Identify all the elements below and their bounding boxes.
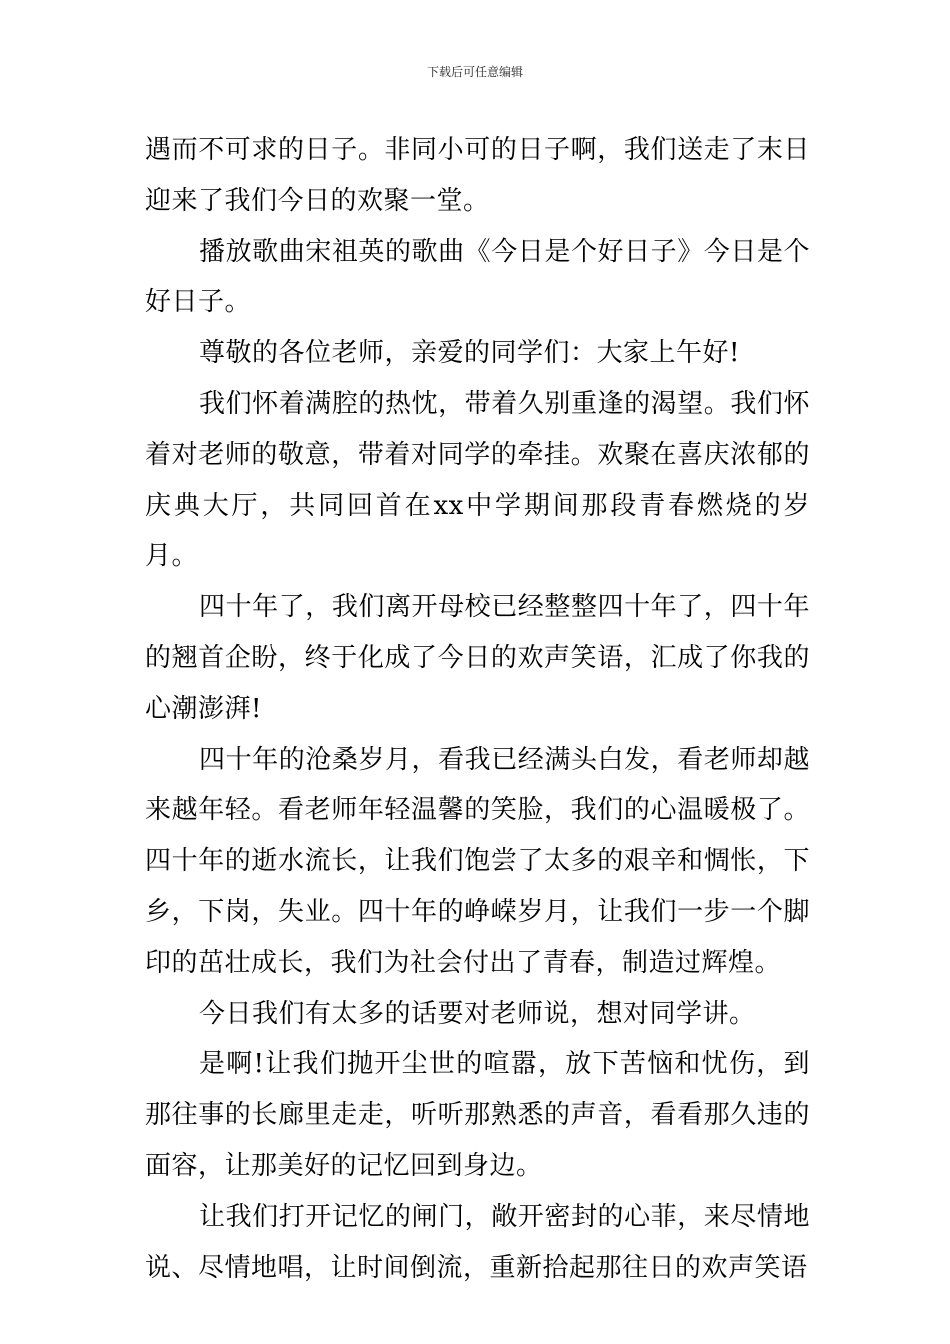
paragraph: 是啊!让我们抛开尘世的喧嚣，放下苦恼和忧伤，到那往事的长廊里走走，听听那熟悉的声音，看看那久违的面容，让那美好的记忆回到身边。 bbox=[145, 1049, 810, 1181]
page-header: 下载后可任意编辑 bbox=[426, 65, 523, 79]
paragraph: 播放歌曲宋祖英的歌曲《今日是个好日子》今日是个好日子。 bbox=[145, 236, 810, 318]
paragraph: 四十年了，我们离开母校已经整整四十年了，四十年的翘首企盼，终于化成了今日的欢声笑语，汇成了你我的心潮澎湃! bbox=[145, 592, 810, 724]
paragraph: 尊敬的各位老师，亲爱的同学们：大家上午好! bbox=[199, 338, 740, 369]
paragraph: 遇而不可求的日子。非同小可的日子啊，我们送走了末日迎来了我们今日的欢聚一堂。 bbox=[145, 135, 810, 216]
paragraph: 我们怀着满腔的热忱，带着久别重逢的渴望。我们怀着对老师的敬意，带着对同学的牵挂。欢聚在喜庆浓郁的庆典大厅，共同回首在xx中学期间那段青春燃烧的岁月。 bbox=[145, 388, 810, 572]
paragraph: 今日我们有太多的话要对老师说，想对同学讲。 bbox=[199, 998, 756, 1029]
document-body bbox=[145, 125, 810, 1293]
paragraph: 让我们打开记忆的闸门，敞开密封的心菲，来尽情地说、尽情地唱，让时间倒流，重新拾起那往日的欢声笑语 bbox=[145, 1201, 810, 1283]
paragraph: 四十年的沧桑岁月，看我已经满头白发，看老师却越来越年轻。看老师年轻温馨的笑脸，我们的心温暖极了。四十年的逝水流长，让我们饱尝了太多的艰辛和惆怅，下乡，下岗，失业。四十年的峥嵘岁月，让我们一步一个脚印的茁壮成长，我们为社会付出了青春，制造过辉煌。 bbox=[145, 744, 810, 978]
